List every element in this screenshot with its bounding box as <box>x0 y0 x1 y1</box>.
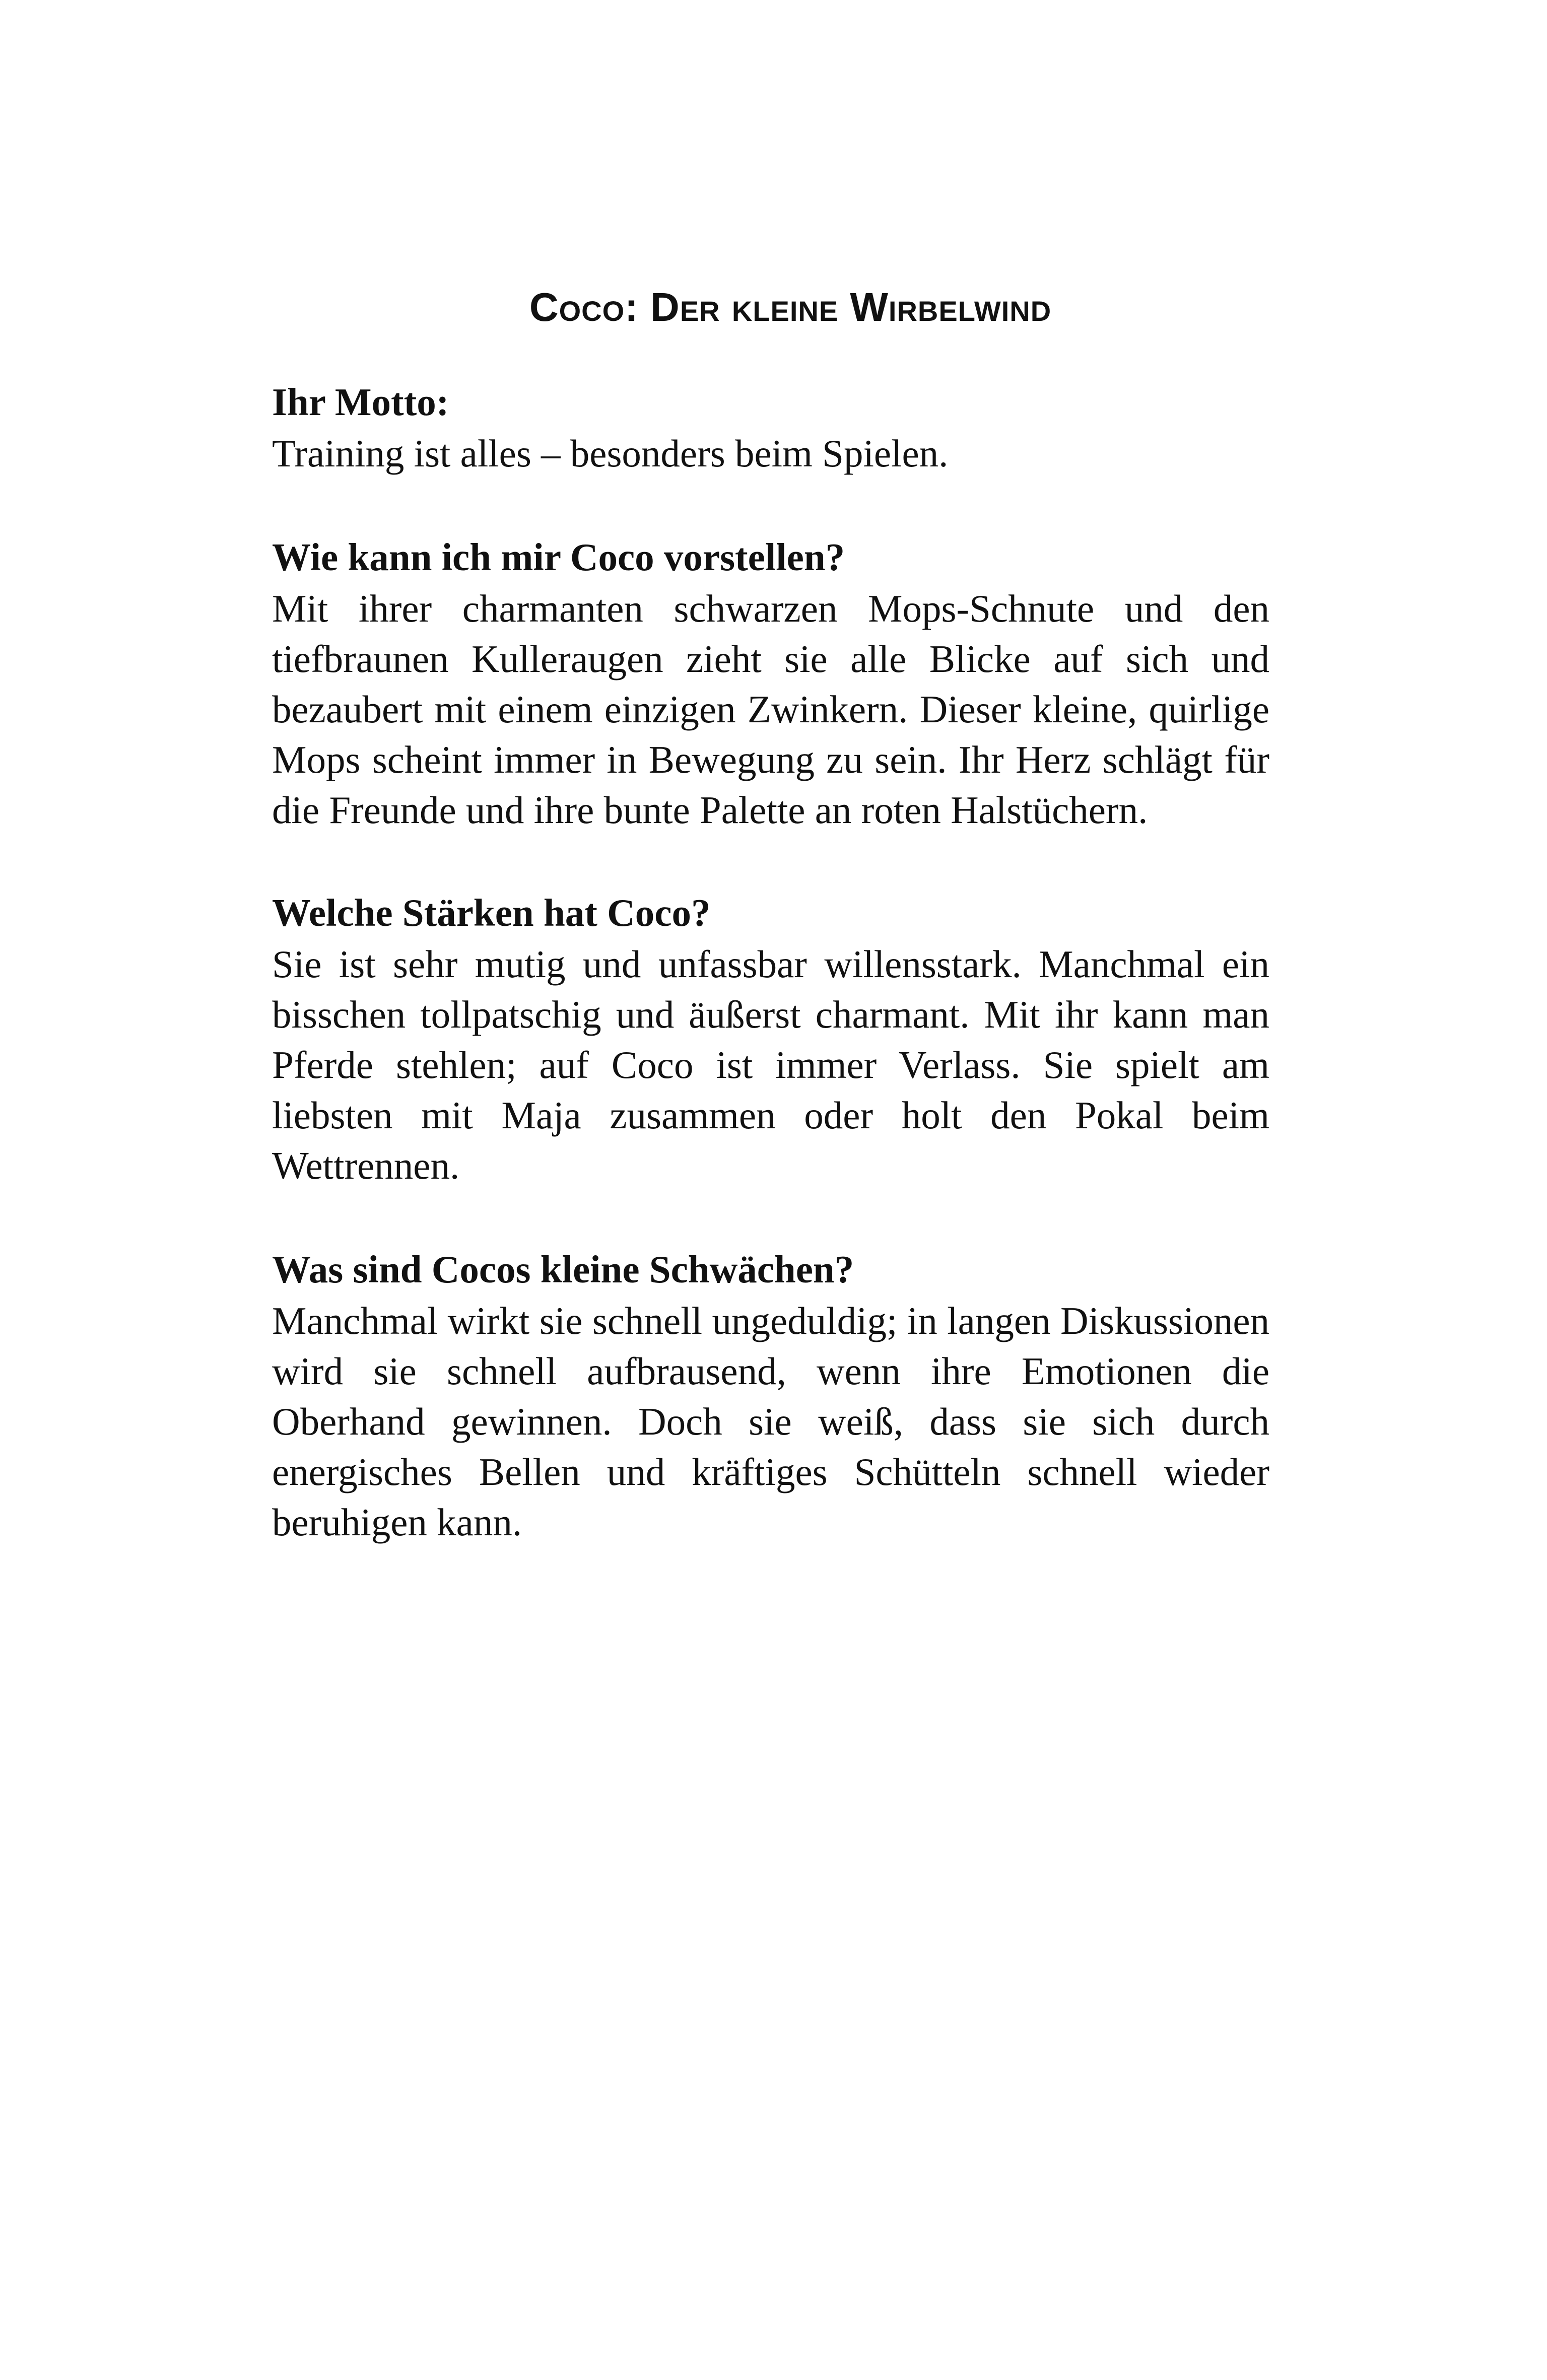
section-heading: Wie kann ich mir Coco vorstellen? <box>272 535 845 579</box>
page-title: Coco: Der kleine Wirbelwind <box>529 285 1052 329</box>
section-strengths <box>272 887 1269 1191</box>
section-text: Manchmal wirkt sie schnell ungeduldig; in langen Diskussionen wird sie schnell aufbrausend, wenn ihre Emotionen die Oberhand gewinnen. Doch sie weiß, dass sie sich durch energisches Bellen und kräftiges Schütteln schnell wieder beruhigen kann. <box>272 1299 1269 1544</box>
section-heading: Was sind Cocos kleine Schwächen? <box>272 1248 854 1291</box>
section-weaknesses <box>272 1243 1269 1547</box>
section-text: Training ist alles – besonders beim Spielen. <box>272 432 949 475</box>
section-heading: Welche Stärken hat Coco? <box>272 891 711 934</box>
document-page <box>272 282 1269 1547</box>
section-motto <box>272 376 1269 479</box>
section-appearance <box>272 531 1269 835</box>
section-text: Sie ist sehr mutig und unfassbar willensstark. Manchmal ein bisschen tollpatschig und äußerst charmant. Mit ihr kann man Pferde stehlen; auf Coco ist immer Verlass. Sie spielt am liebsten mit Maja zusammen oder holt den Pokal beim Wettrennen. <box>272 942 1269 1187</box>
section-heading: Ihr Motto: <box>272 380 449 424</box>
section-text: Mit ihrer charmanten schwarzen Mops-Schnute und den tiefbraunen Kulleraugen zieht sie alle Blicke auf sich und bezaubert mit einem einzigen Zwinkern. Dieser kleine, quirlige Mops scheint immer in Bewegung zu sein. Ihr Herz schlägt für die Freunde und ihre bunte Palette an roten Halstüchern. <box>272 587 1269 832</box>
